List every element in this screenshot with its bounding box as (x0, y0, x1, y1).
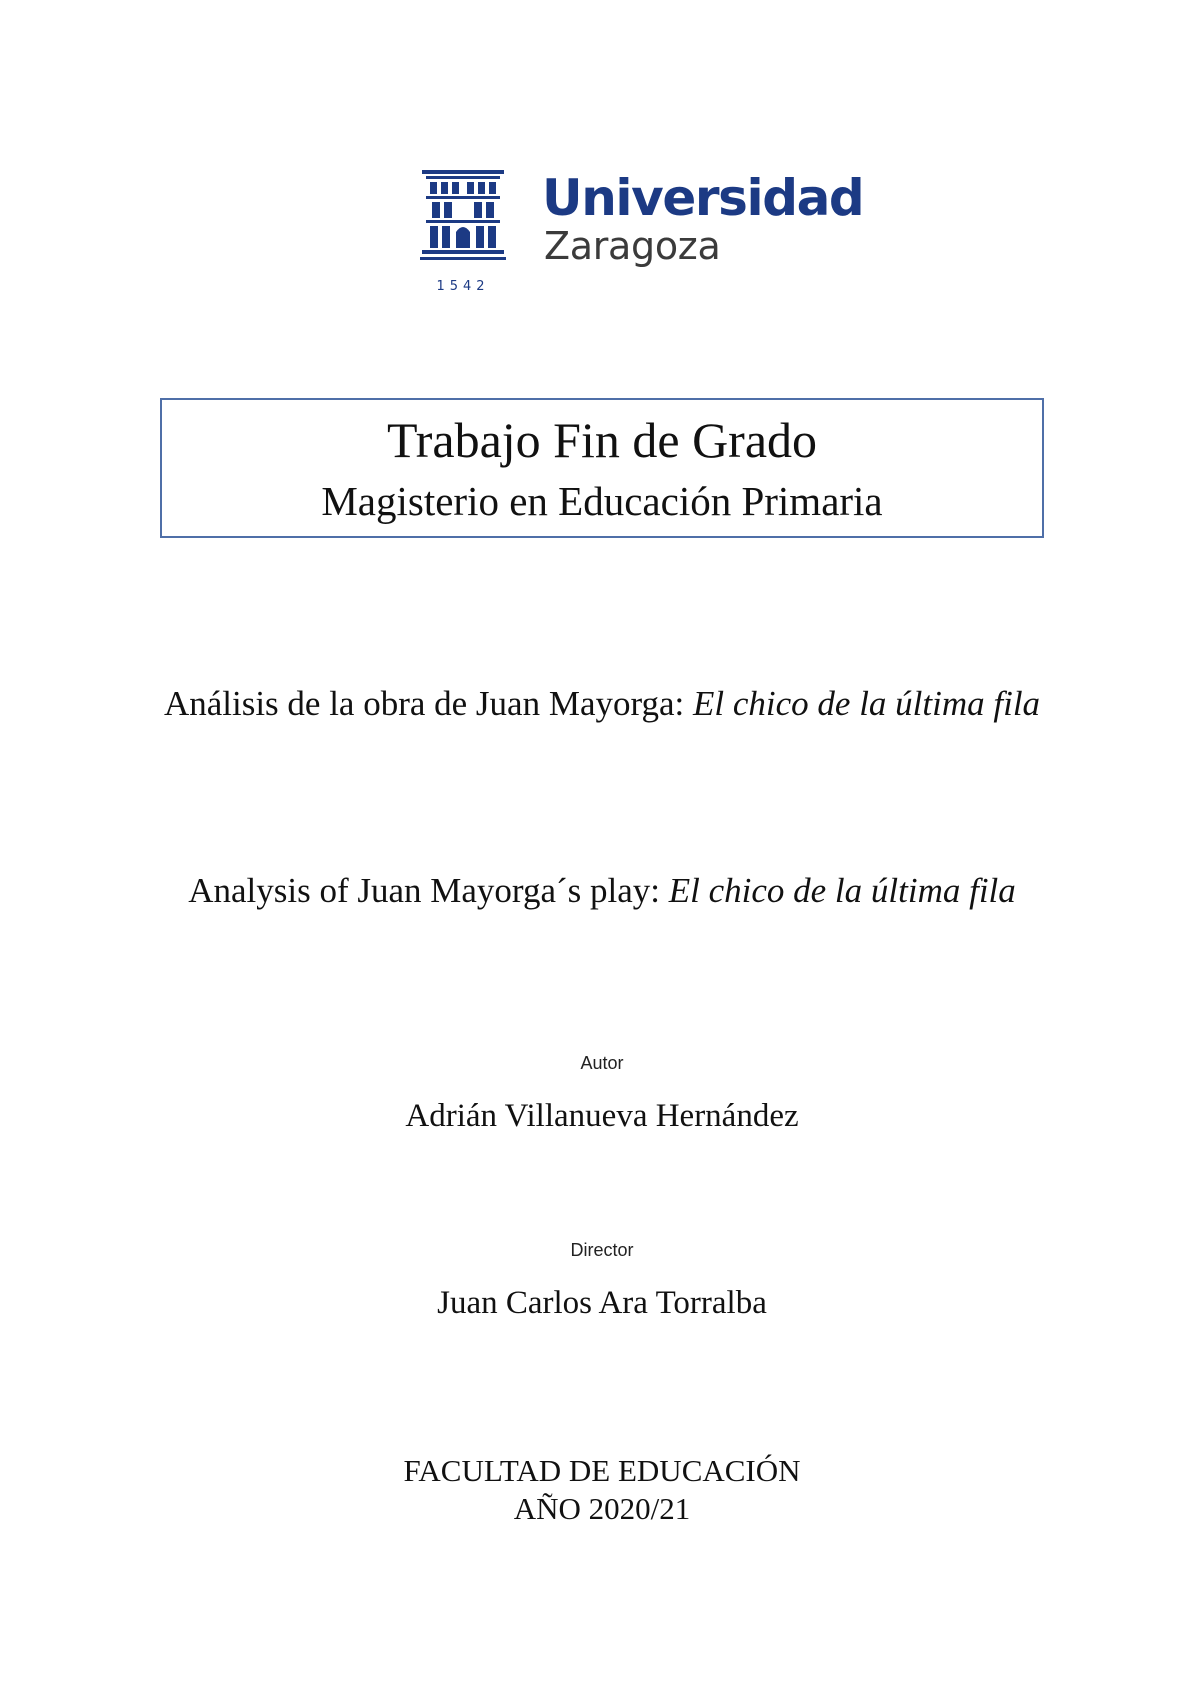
work-title-english (160, 866, 1044, 915)
work-title-spanish-text: Análisis de la obra de Juan Mayorga: (163, 684, 694, 723)
academic-year: AÑO 2020/21 (513, 1491, 691, 1526)
work-title-spanish (160, 679, 1044, 728)
director-label: Director (570, 1240, 634, 1260)
university-name: Universidad (542, 169, 864, 227)
founding-year: 1542 (436, 279, 490, 294)
faculty-name: FACULTAD DE EDUCACIÓN (403, 1453, 801, 1488)
author-label: Autor (580, 1053, 624, 1073)
author-name: Adrián Villanueva Hernández (405, 1098, 799, 1134)
director-name: Juan Carlos Ara Torralba (437, 1285, 767, 1321)
work-title-english-text: Analysis of Juan Mayorga´s play: (188, 871, 669, 910)
work-title-spanish-italic: El chico de la última fila (693, 684, 1041, 723)
degree-subtitle: Magisterio en Educación Primaria (321, 478, 883, 524)
university-city: Zaragoza (544, 224, 721, 268)
university-emblem-icon (420, 168, 506, 296)
document-type-title: Trabajo Fin de Grado (386, 412, 818, 468)
work-title-english-italic: El chico de la última fila (668, 871, 1016, 910)
university-logo (420, 168, 864, 298)
title-box (160, 398, 1044, 538)
